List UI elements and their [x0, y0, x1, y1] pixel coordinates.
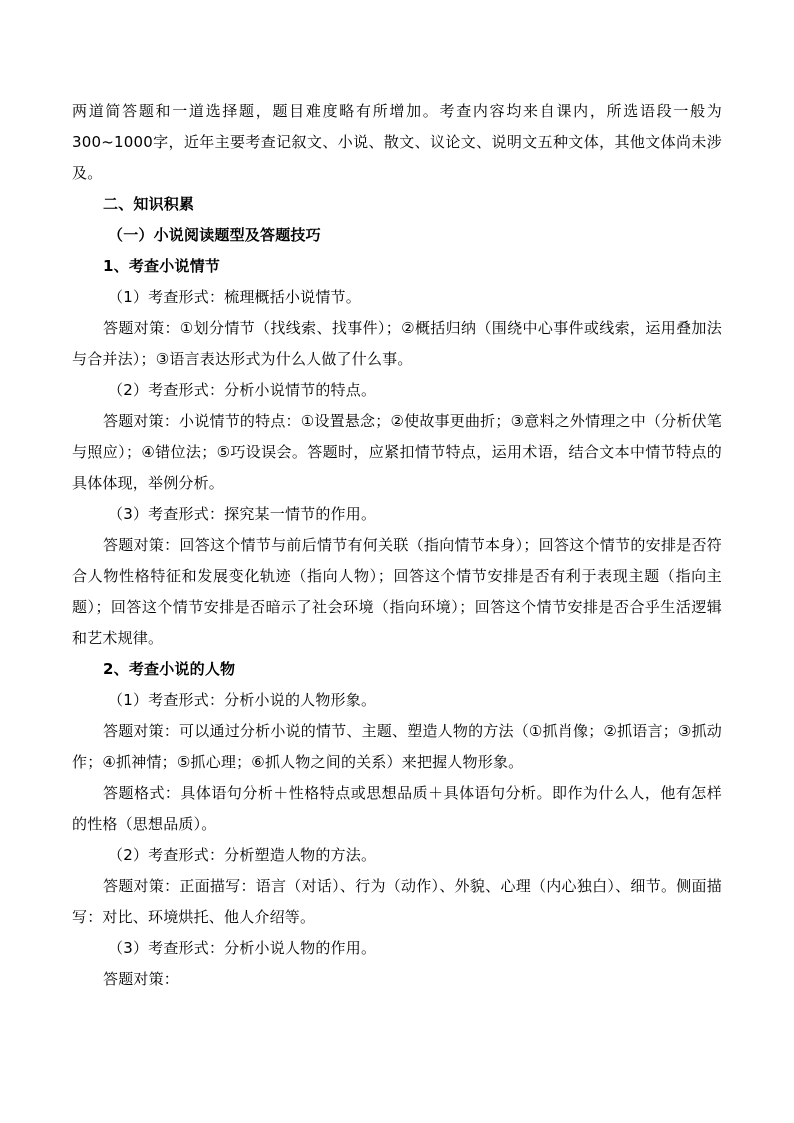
character-answer-1: 答题对策：可以通过分析小说的情节、主题、塑造人物的方法（①抓肖像；②抓语言；③抓动作；④抓神情；⑤抓心理；⑥抓人物之间的关系）来把握人物形象。: [72, 722, 722, 771]
plot-question-1: （1）考查形式：梳理概括小说情节。: [108, 288, 361, 306]
character-question-1: （1）考查形式：分析小说的人物形象。: [108, 691, 377, 709]
character-answer-format: 答题格式：具体语句分析＋性格特点或思想品质＋具体语句分析。即作为什么人，他有怎样的性格（思想品质）。: [72, 784, 722, 833]
section-heading-knowledge: 二、知识积累: [103, 195, 195, 213]
character-question-3: （3）考查形式：分析小说人物的作用。: [108, 939, 377, 957]
part-heading-character: 2、考查小说的人物: [103, 660, 236, 678]
plot-question-3: （3）考查形式：探究某一情节的作用。: [108, 505, 377, 523]
plot-answer-1: 答题对策：①划分情节（找线索、找事件）；②概括归纳（围绕中心事件或线索，运用叠加法与合并法）；③语言表达形式为什么人做了什么事。: [72, 319, 722, 368]
plot-question-2: （2）考查形式：分析小说情节的特点。: [108, 381, 377, 399]
document-body: [72, 96, 722, 995]
plot-answer-2: 答题对策：小说情节的特点：①设置悬念；②使故事更曲折；③意料之外情理之中（分析伏笔与照应）；④错位法；⑤巧设误会。答题时，应紧扣情节特点，运用术语，结合文本中情节特点的具体体现，举例分析。: [72, 412, 722, 492]
intro-paragraph: 两道简答题和一道选择题，题目难度略有所增加。考查内容均来自课内，所选语段一般为300~1000字，近年主要考查记叙文、小说、散文、议论文、说明文五种文体，其他文体尚未涉及。: [72, 102, 722, 182]
plot-answer-3: 答题对策：回答这个情节与前后情节有何关联（指向情节本身）；回答这个情节的安排是否符合人物性格特征和发展变化轨迹（指向人物）；回答这个情节安排是否有利于表现主题（指向主题）；回答这个情节安排是否暗示了社会环境（指向环境）；回答这个情节安排是否合乎生活逻辑和艺术规律。: [72, 536, 722, 647]
character-answer-2: 答题对策：正面描写：语言（对话）、行为（动作）、外貌、心理（内心独白）、细节。侧面描写：对比、环境烘托、他人介绍等。: [72, 877, 722, 926]
subsection-heading-novel: （一）小说阅读题型及答题技巧: [108, 226, 321, 244]
character-answer-3: 答题对策：: [103, 970, 180, 988]
part-heading-plot: 1、考查小说情节: [103, 257, 221, 275]
character-question-2: （2）考查形式：分析塑造人物的方法。: [108, 846, 377, 864]
